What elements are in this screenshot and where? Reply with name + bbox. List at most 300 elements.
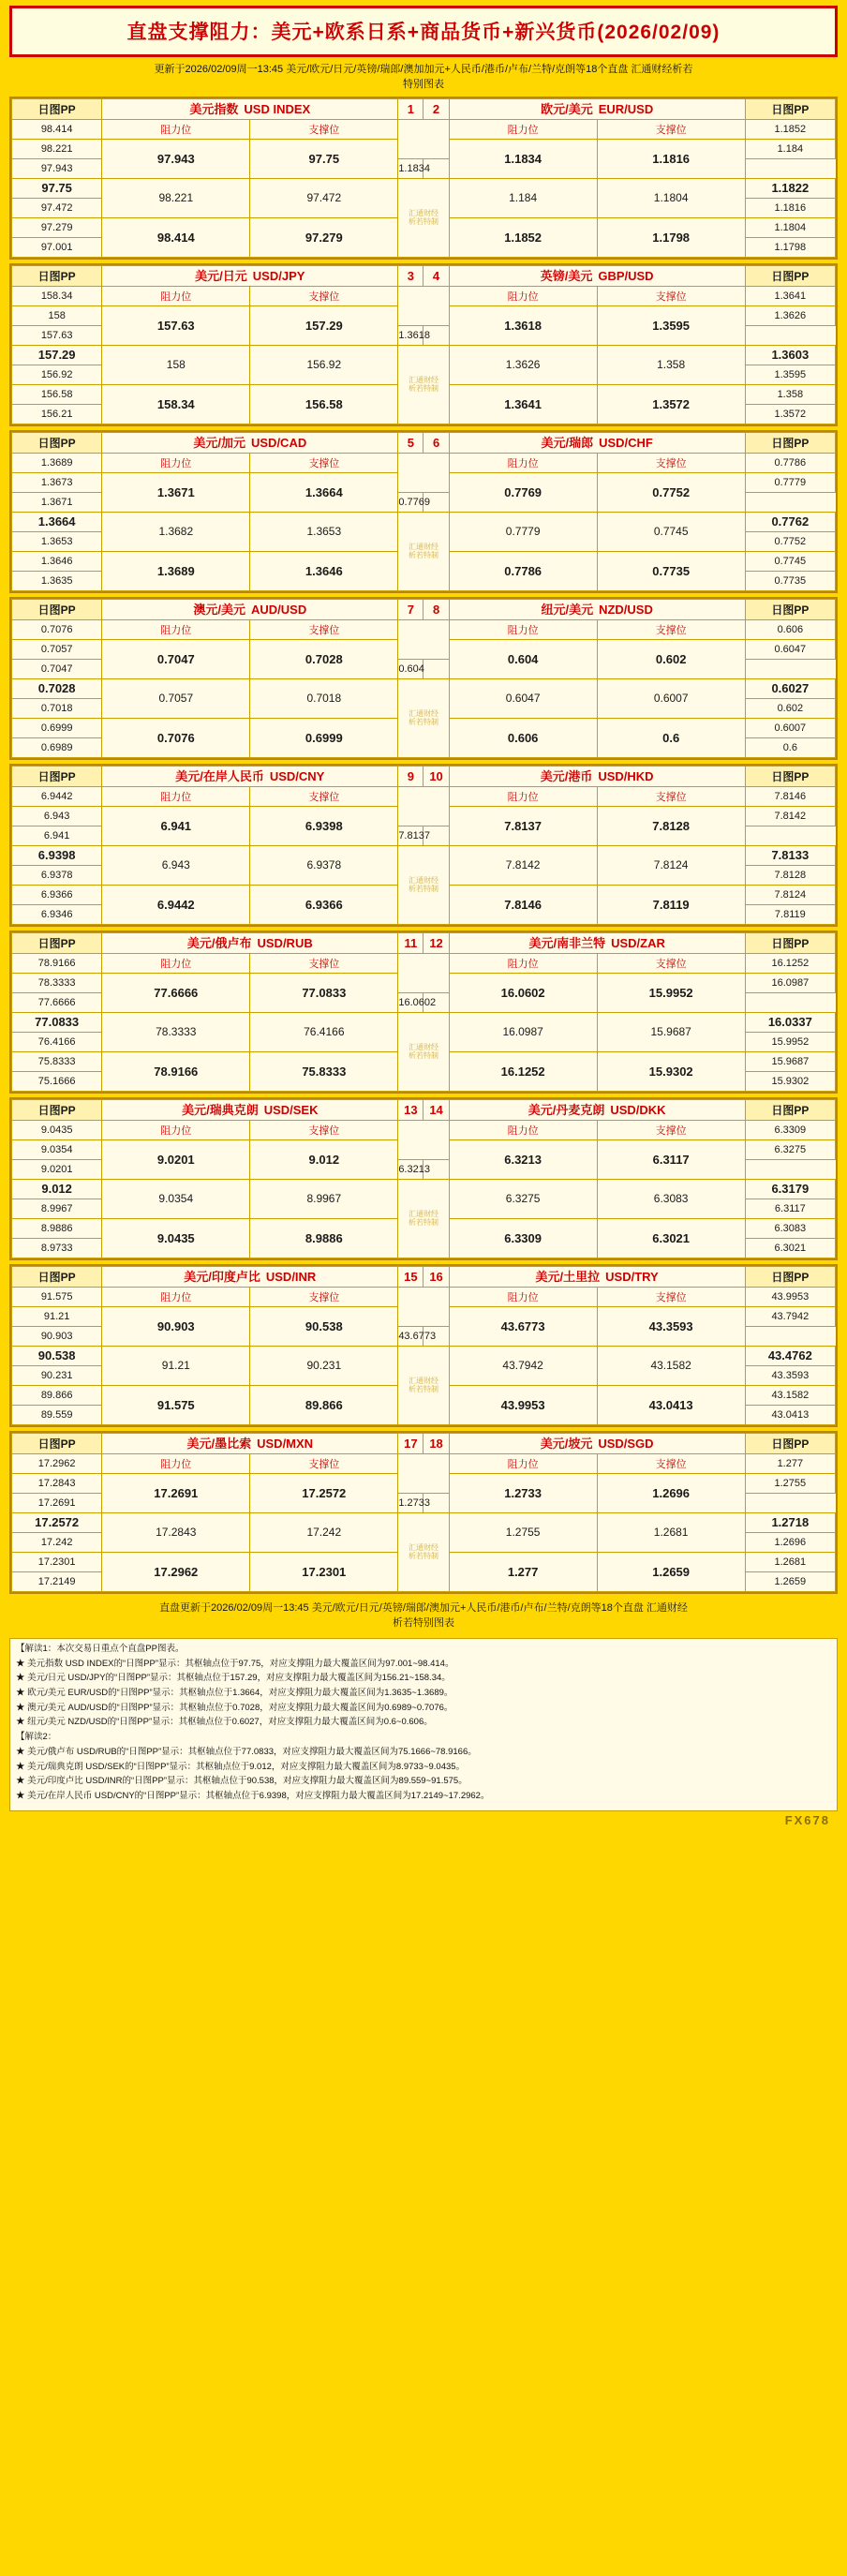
pp-value: 6.9366 <box>12 885 102 904</box>
pp-header-right: 日图PP <box>745 265 835 286</box>
pp-value: 1.3595 <box>745 365 835 384</box>
resistance-value: 157.63 <box>102 305 250 345</box>
resistance-header: 阻力位 <box>102 953 250 973</box>
pp-value: 9.012 <box>12 1179 102 1199</box>
note-item: ★ 纽元/美元 NZD/USD的“日图PP”显示：其枢轴点位于0.6027，对应支撑阻力最大覆盖区间为0.6~0.606。 <box>16 1717 433 1728</box>
resistance-value: 1.3671 <box>102 472 250 512</box>
pp-header-left: 日图PP <box>12 98 102 119</box>
support-value: 1.2659 <box>597 1552 745 1591</box>
pair-title-right: 欧元/美元 EUR/USD <box>449 98 745 119</box>
pp-value: 1.3603 <box>745 345 835 365</box>
pair-block <box>9 1264 838 1427</box>
pp-value: 16.0602 <box>398 992 424 1012</box>
support-value: 0.6 <box>597 718 745 757</box>
pp-value: 77.0833 <box>12 1012 102 1032</box>
pp-value: 91.21 <box>12 1306 102 1326</box>
pp-value: 7.8133 <box>745 845 835 865</box>
resistance-value: 1.3641 <box>449 384 597 424</box>
support-value: 15.9302 <box>597 1051 745 1091</box>
support-value: 97.472 <box>250 178 398 217</box>
pair-block <box>9 1431 838 1594</box>
pp-header-left: 日图PP <box>12 265 102 286</box>
blocks-container <box>9 97 838 1594</box>
pair-title-left: 美元/墨比索 USD/MXN <box>102 1433 398 1453</box>
resistance-value: 7.8146 <box>449 885 597 924</box>
pp-value: 7.8146 <box>745 786 835 806</box>
pp-value: 1.3646 <box>12 551 102 571</box>
pp-value: 1.1798 <box>745 237 835 257</box>
pp-value: 0.6007 <box>745 718 835 737</box>
support-value: 75.8333 <box>250 1051 398 1091</box>
support-value: 17.2572 <box>250 1473 398 1512</box>
support-value: 1.2681 <box>597 1512 745 1552</box>
pp-value: 1.1816 <box>745 198 835 217</box>
pp-value: 0.7076 <box>12 619 102 639</box>
notes-section <box>9 1638 838 1811</box>
support-value: 0.6999 <box>250 718 398 757</box>
support-value: 15.9687 <box>597 1012 745 1051</box>
spacer-cell <box>398 1453 449 1493</box>
pp-value: 8.9886 <box>12 1218 102 1238</box>
pair-title-right: 美元/南非兰特 USD/ZAR <box>449 932 745 953</box>
support-value: 6.3021 <box>597 1218 745 1258</box>
pp-value: 0.7018 <box>12 698 102 718</box>
support-header: 支撑位 <box>597 1287 745 1306</box>
support-value: 43.1582 <box>597 1346 745 1385</box>
resistance-value: 98.414 <box>102 217 250 257</box>
pp-header-left: 日图PP <box>12 766 102 786</box>
support-value: 157.29 <box>250 305 398 345</box>
resistance-value: 9.0201 <box>102 1139 250 1179</box>
pp-value: 7.8119 <box>745 904 835 924</box>
pp-value: 17.2843 <box>12 1473 102 1493</box>
pair-title-left: 澳元/美元 AUD/USD <box>102 599 398 619</box>
notes-block-1 <box>16 1658 831 1731</box>
resistance-header: 阻力位 <box>449 286 597 305</box>
pp-value: 0.7745 <box>745 551 835 571</box>
pair-index-right: 6 <box>424 432 449 453</box>
pair-index-left: 5 <box>398 432 424 453</box>
pair-block <box>9 1097 838 1260</box>
support-header: 支撑位 <box>250 286 398 305</box>
pp-value: 43.7942 <box>745 1306 835 1326</box>
pp-header-right: 日图PP <box>745 1266 835 1287</box>
pp-value: 6.9398 <box>12 845 102 865</box>
subtitle-line-1: 更新于2026/02/09周一13:45 美元/欧元/日元/英镑/瑞郎/澳加加元+人民币/港币/卢布/兰特/克朗等18个直盘 汇通财经析若 <box>154 64 693 75</box>
pp-value: 89.559 <box>12 1405 102 1424</box>
watermark: 汇通财经 析若特制 <box>398 345 449 424</box>
pair-block <box>9 430 838 593</box>
resistance-value: 97.943 <box>102 139 250 178</box>
pp-value: 1.3689 <box>12 453 102 472</box>
support-header: 支撑位 <box>597 1120 745 1139</box>
support-value: 17.242 <box>250 1512 398 1552</box>
note-item: ★ 美元/俄卢布 USD/RUB的“日图PP”显示：其枢轴点位于77.0833，对应支撑阻力最大覆盖区间为75.1666~78.9166。 <box>16 1746 477 1757</box>
resistance-value: 0.7047 <box>102 639 250 678</box>
resistance-header: 阻力位 <box>449 119 597 139</box>
pp-value: 1.1834 <box>398 158 424 178</box>
pp-value: 6.9346 <box>12 904 102 924</box>
pair-title-right: 纽元/美元 NZD/USD <box>449 599 745 619</box>
support-header: 支撑位 <box>250 953 398 973</box>
pp-value: 9.0201 <box>12 1159 102 1179</box>
support-header: 支撑位 <box>250 619 398 639</box>
pp-value: 6.943 <box>12 806 102 826</box>
resistance-header: 阻力位 <box>449 786 597 806</box>
resistance-header: 阻力位 <box>102 453 250 472</box>
pp-value: 157.29 <box>12 345 102 365</box>
footer-line-1: 直盘更新于2026/02/09周一13:45 美元/欧元/日元/英镑/瑞郎/澳加元+人民币/港币/卢布/兰特/克朗等18个直盘 汇通财经 <box>159 1601 688 1614</box>
support-header: 支撑位 <box>597 953 745 973</box>
pp-value: 17.2149 <box>12 1571 102 1591</box>
resistance-value: 0.7076 <box>102 718 250 757</box>
pp-header-right: 日图PP <box>745 98 835 119</box>
pp-value: 17.242 <box>12 1532 102 1552</box>
resistance-value: 6.3213 <box>449 1139 597 1179</box>
pp-header-right: 日图PP <box>745 1433 835 1453</box>
pair-block <box>9 764 838 927</box>
pair-index-left: 13 <box>398 1099 424 1120</box>
support-value: 7.8124 <box>597 845 745 885</box>
pair-block <box>9 263 838 426</box>
resistance-header: 阻力位 <box>449 1120 597 1139</box>
pair-title-left: 美元/加元 USD/CAD <box>102 432 398 453</box>
support-value: 0.7735 <box>597 551 745 590</box>
support-header: 支撑位 <box>250 453 398 472</box>
pp-value: 6.3117 <box>745 1199 835 1218</box>
resistance-value: 158.34 <box>102 384 250 424</box>
support-value: 1.358 <box>597 345 745 384</box>
resistance-value: 0.604 <box>449 639 597 678</box>
resistance-header: 阻力位 <box>102 1287 250 1306</box>
watermark: 汇通财经 析若特制 <box>398 1346 449 1424</box>
pp-value: 6.3275 <box>745 1139 835 1159</box>
resistance-value: 1.3689 <box>102 551 250 590</box>
pp-value: 90.538 <box>12 1346 102 1365</box>
resistance-header: 阻力位 <box>449 1287 597 1306</box>
support-header: 支撑位 <box>597 119 745 139</box>
support-header: 支撑位 <box>597 1453 745 1473</box>
support-value: 6.9378 <box>250 845 398 885</box>
resistance-value: 6.9442 <box>102 885 250 924</box>
support-value: 1.3664 <box>250 472 398 512</box>
pp-value: 156.92 <box>12 365 102 384</box>
notes-block-2 <box>16 1746 831 1804</box>
support-value: 1.1798 <box>597 217 745 257</box>
pp-value: 6.9442 <box>12 786 102 806</box>
pp-value: 8.9733 <box>12 1238 102 1258</box>
pp-value: 6.941 <box>12 826 102 845</box>
pp-value: 97.472 <box>12 198 102 217</box>
pp-value: 6.3179 <box>745 1179 835 1199</box>
pp-value: 7.8137 <box>398 826 424 845</box>
pair-index-left: 15 <box>398 1266 424 1287</box>
pp-value: 0.6027 <box>745 678 835 698</box>
spacer-cell <box>398 1120 449 1159</box>
watermark: 汇通财经 析若特制 <box>398 845 449 924</box>
pp-value: 1.3572 <box>745 404 835 424</box>
notes-block1-title: 【解读1：本次交易日重点个直盘PP图表。 <box>16 1643 185 1654</box>
pp-value: 1.3673 <box>12 472 102 492</box>
pp-value: 16.0987 <box>745 973 835 992</box>
support-value: 0.7028 <box>250 639 398 678</box>
pair-index-right: 18 <box>424 1433 449 1453</box>
pp-value: 0.604 <box>398 659 424 678</box>
notes-block2-title: 【解读2： <box>16 1732 57 1743</box>
pp-value: 0.6047 <box>745 639 835 659</box>
resistance-header: 阻力位 <box>449 953 597 973</box>
pp-value: 15.9687 <box>745 1051 835 1071</box>
pp-value: 1.1804 <box>745 217 835 237</box>
pair-title-right: 美元/坡元 USD/SGD <box>449 1433 745 1453</box>
pp-value: 15.9952 <box>745 1032 835 1051</box>
note-item: ★ 美元指数 USD INDEX的“日图PP”显示：其枢轴点位于97.75，对应支撑阻力最大覆盖区间为97.001~98.414。 <box>16 1658 454 1669</box>
watermark: 汇通财经 析若特制 <box>398 512 449 590</box>
pair-index-left: 3 <box>398 265 424 286</box>
pair-index-left: 7 <box>398 599 424 619</box>
pair-index-left: 11 <box>398 932 424 953</box>
support-value: 17.2301 <box>250 1552 398 1591</box>
pp-value: 0.7752 <box>745 531 835 551</box>
resistance-value: 7.8137 <box>449 806 597 845</box>
resistance-value: 6.3309 <box>449 1218 597 1258</box>
pair-index-left: 9 <box>398 766 424 786</box>
spacer-cell <box>398 453 449 492</box>
support-header: 支撑位 <box>250 119 398 139</box>
pp-value: 0.602 <box>745 698 835 718</box>
pp-value: 7.8124 <box>745 885 835 904</box>
pp-value: 17.2572 <box>12 1512 102 1532</box>
support-value: 90.538 <box>250 1306 398 1346</box>
support-value: 43.0413 <box>597 1385 745 1424</box>
support-value: 6.9398 <box>250 806 398 845</box>
pp-value: 1.2718 <box>745 1512 835 1532</box>
support-value: 156.92 <box>250 345 398 384</box>
pp-header-left: 日图PP <box>12 1433 102 1453</box>
pair-title-right: 美元/土里拉 USD/TRY <box>449 1266 745 1287</box>
pp-value: 0.6999 <box>12 718 102 737</box>
resistance-value: 9.0354 <box>102 1179 250 1218</box>
footer-line-2: 析若特别图表 <box>393 1617 454 1630</box>
support-value: 6.3083 <box>597 1179 745 1218</box>
support-value: 1.3572 <box>597 384 745 424</box>
spacer-cell <box>398 786 449 826</box>
note-item: ★ 美元/在岸人民币 USD/CNY的“日图PP”显示：其枢轴点位于6.9398，对应支撑阻力最大覆盖区间为17.2149~17.2962。 <box>16 1791 490 1802</box>
pp-value: 43.0413 <box>745 1405 835 1424</box>
support-value: 90.231 <box>250 1346 398 1385</box>
subtitle-line-2: 特别图表 <box>403 78 444 90</box>
pp-value: 1.1822 <box>745 178 835 198</box>
pp-value: 1.3626 <box>745 305 835 325</box>
resistance-value: 91.21 <box>102 1346 250 1385</box>
pp-value: 156.21 <box>12 404 102 424</box>
pp-value: 43.6773 <box>398 1326 424 1346</box>
resistance-value: 1.3626 <box>449 345 597 384</box>
watermark: 汇通财经 析若特制 <box>398 1179 449 1258</box>
resistance-value: 1.3682 <box>102 512 250 551</box>
resistance-value: 0.7786 <box>449 551 597 590</box>
note-item: ★ 美元/日元 USD/JPY的“日图PP”显示：其枢轴点位于157.29，对应支撑阻力最大覆盖区间为156.21~158.34。 <box>16 1673 451 1684</box>
pp-value: 9.0435 <box>12 1120 102 1139</box>
support-value: 76.4166 <box>250 1012 398 1051</box>
spacer-cell <box>398 119 449 158</box>
support-value: 1.1804 <box>597 178 745 217</box>
pp-value: 0.7047 <box>12 659 102 678</box>
resistance-value: 17.2962 <box>102 1552 250 1591</box>
support-value: 1.3646 <box>250 551 398 590</box>
pair-title-right: 英镑/美元 GBP/USD <box>449 265 745 286</box>
pp-value: 1.3664 <box>12 512 102 531</box>
pair-index-right: 8 <box>424 599 449 619</box>
pp-value: 1.2681 <box>745 1552 835 1571</box>
pair-title-right: 美元/丹麦克朗 USD/DKK <box>449 1099 745 1120</box>
pp-value: 6.3021 <box>745 1238 835 1258</box>
pp-value: 0.7028 <box>12 678 102 698</box>
pp-value: 0.6989 <box>12 737 102 757</box>
support-value: 15.9952 <box>597 973 745 1012</box>
support-value: 8.9967 <box>250 1179 398 1218</box>
resistance-value: 1.3618 <box>449 305 597 345</box>
resistance-header: 阻力位 <box>102 619 250 639</box>
pair-block <box>9 931 838 1094</box>
pp-value: 1.3635 <box>12 571 102 590</box>
support-value: 0.602 <box>597 639 745 678</box>
pp-value: 6.3213 <box>398 1159 424 1179</box>
pp-value: 0.7762 <box>745 512 835 531</box>
resistance-value: 158 <box>102 345 250 384</box>
resistance-value: 77.6666 <box>102 973 250 1012</box>
pp-header-left: 日图PP <box>12 432 102 453</box>
pp-header-left: 日图PP <box>12 599 102 619</box>
resistance-header: 阻力位 <box>102 786 250 806</box>
pp-value: 97.001 <box>12 237 102 257</box>
pp-value: 16.1252 <box>745 953 835 973</box>
pair-index-right: 4 <box>424 265 449 286</box>
resistance-value: 1.184 <box>449 178 597 217</box>
pair-index-right: 14 <box>424 1099 449 1120</box>
resistance-value: 43.7942 <box>449 1346 597 1385</box>
pp-value: 157.63 <box>12 325 102 345</box>
pp-value: 0.7735 <box>745 571 835 590</box>
pp-value: 78.3333 <box>12 973 102 992</box>
support-value: 1.1816 <box>597 139 745 178</box>
support-value: 0.7745 <box>597 512 745 551</box>
support-value: 1.2696 <box>597 1473 745 1512</box>
pp-value: 97.943 <box>12 158 102 178</box>
pp-value: 1.277 <box>745 1453 835 1473</box>
support-value: 0.6007 <box>597 678 745 718</box>
support-header: 支撑位 <box>250 1120 398 1139</box>
support-header: 支撑位 <box>250 1453 398 1473</box>
resistance-value: 0.7057 <box>102 678 250 718</box>
pp-value: 75.1666 <box>12 1071 102 1091</box>
resistance-value: 16.0987 <box>449 1012 597 1051</box>
pair-title-right: 美元/港币 USD/HKD <box>449 766 745 786</box>
resistance-header: 阻力位 <box>449 453 597 472</box>
pp-value: 0.7057 <box>12 639 102 659</box>
pp-value: 0.7769 <box>398 492 424 512</box>
pp-header-right: 日图PP <box>745 766 835 786</box>
pair-block <box>9 97 838 260</box>
resistance-value: 0.7779 <box>449 512 597 551</box>
pp-value: 1.3671 <box>12 492 102 512</box>
support-value: 0.7018 <box>250 678 398 718</box>
pp-header-right: 日图PP <box>745 432 835 453</box>
footer <box>9 1599 838 1635</box>
support-value: 7.8128 <box>597 806 745 845</box>
pp-value: 6.3309 <box>745 1120 835 1139</box>
pp-value: 6.9378 <box>12 865 102 885</box>
pp-value: 0.606 <box>745 619 835 639</box>
pp-value: 0.7779 <box>745 472 835 492</box>
resistance-header: 阻力位 <box>102 286 250 305</box>
support-header: 支撑位 <box>250 786 398 806</box>
pp-value: 91.575 <box>12 1287 102 1306</box>
spacer-cell <box>398 1287 449 1326</box>
pp-value: 17.2962 <box>12 1453 102 1473</box>
pp-value: 43.9953 <box>745 1287 835 1306</box>
resistance-value: 7.8142 <box>449 845 597 885</box>
resistance-value: 91.575 <box>102 1385 250 1424</box>
pair-index-left: 1 <box>398 98 424 119</box>
pp-value: 97.279 <box>12 217 102 237</box>
pair-title-left: 美元/俄卢布 USD/RUB <box>102 932 398 953</box>
pp-header-left: 日图PP <box>12 1099 102 1120</box>
support-value: 89.866 <box>250 1385 398 1424</box>
page-title: 直盘支撑阻力：美元+欧系日系+商品货币+新兴货币(2026/02/09) <box>126 22 721 43</box>
pair-block <box>9 597 838 760</box>
pp-value: 97.75 <box>12 178 102 198</box>
resistance-value: 17.2843 <box>102 1512 250 1552</box>
watermark: 汇通财经 析若特制 <box>398 1012 449 1091</box>
resistance-value: 0.606 <box>449 718 597 757</box>
resistance-value: 16.1252 <box>449 1051 597 1091</box>
pp-value: 7.8128 <box>745 865 835 885</box>
resistance-header: 阻力位 <box>449 1453 597 1473</box>
pair-index-right: 12 <box>424 932 449 953</box>
pp-value: 17.2691 <box>12 1493 102 1512</box>
pp-header-left: 日图PP <box>12 1266 102 1287</box>
spacer-cell <box>398 286 449 325</box>
pp-value: 1.184 <box>745 139 835 158</box>
support-value: 1.3595 <box>597 305 745 345</box>
support-value: 156.58 <box>250 384 398 424</box>
pp-value: 1.358 <box>745 384 835 404</box>
support-header: 支撑位 <box>597 286 745 305</box>
support-value: 6.3117 <box>597 1139 745 1179</box>
support-value: 97.279 <box>250 217 398 257</box>
pp-value: 1.3653 <box>12 531 102 551</box>
pair-title-left: 美元/印度卢比 USD/INR <box>102 1266 398 1287</box>
pp-value: 78.9166 <box>12 953 102 973</box>
note-item: ★ 美元/瑞典克朗 USD/SEK的“日图PP”显示：其枢轴点位于9.012，对应支撑阻力最大覆盖区间为8.9733~9.0435。 <box>16 1761 466 1772</box>
support-value: 0.7752 <box>597 472 745 512</box>
watermark: 汇通财经 析若特制 <box>398 678 449 757</box>
pair-title-left: 美元/瑞典克朗 USD/SEK <box>102 1099 398 1120</box>
pair-title-right: 美元/瑞郎 USD/CHF <box>449 432 745 453</box>
pair-title-left: 美元/在岸人民币 USD/CNY <box>102 766 398 786</box>
pp-value: 16.0337 <box>745 1012 835 1032</box>
pair-index-right: 10 <box>424 766 449 786</box>
resistance-value: 43.9953 <box>449 1385 597 1424</box>
pp-value: 9.0354 <box>12 1139 102 1159</box>
resistance-value: 1.1852 <box>449 217 597 257</box>
support-header: 支撑位 <box>597 453 745 472</box>
pp-header-left: 日图PP <box>12 932 102 953</box>
pair-index-right: 2 <box>424 98 449 119</box>
note-item: ★ 澳元/美元 AUD/USD的“日图PP”显示：其枢轴点位于0.7028，对应支撑阻力最大覆盖区间为0.6989~0.7076。 <box>16 1702 453 1713</box>
pp-value: 98.414 <box>12 119 102 139</box>
